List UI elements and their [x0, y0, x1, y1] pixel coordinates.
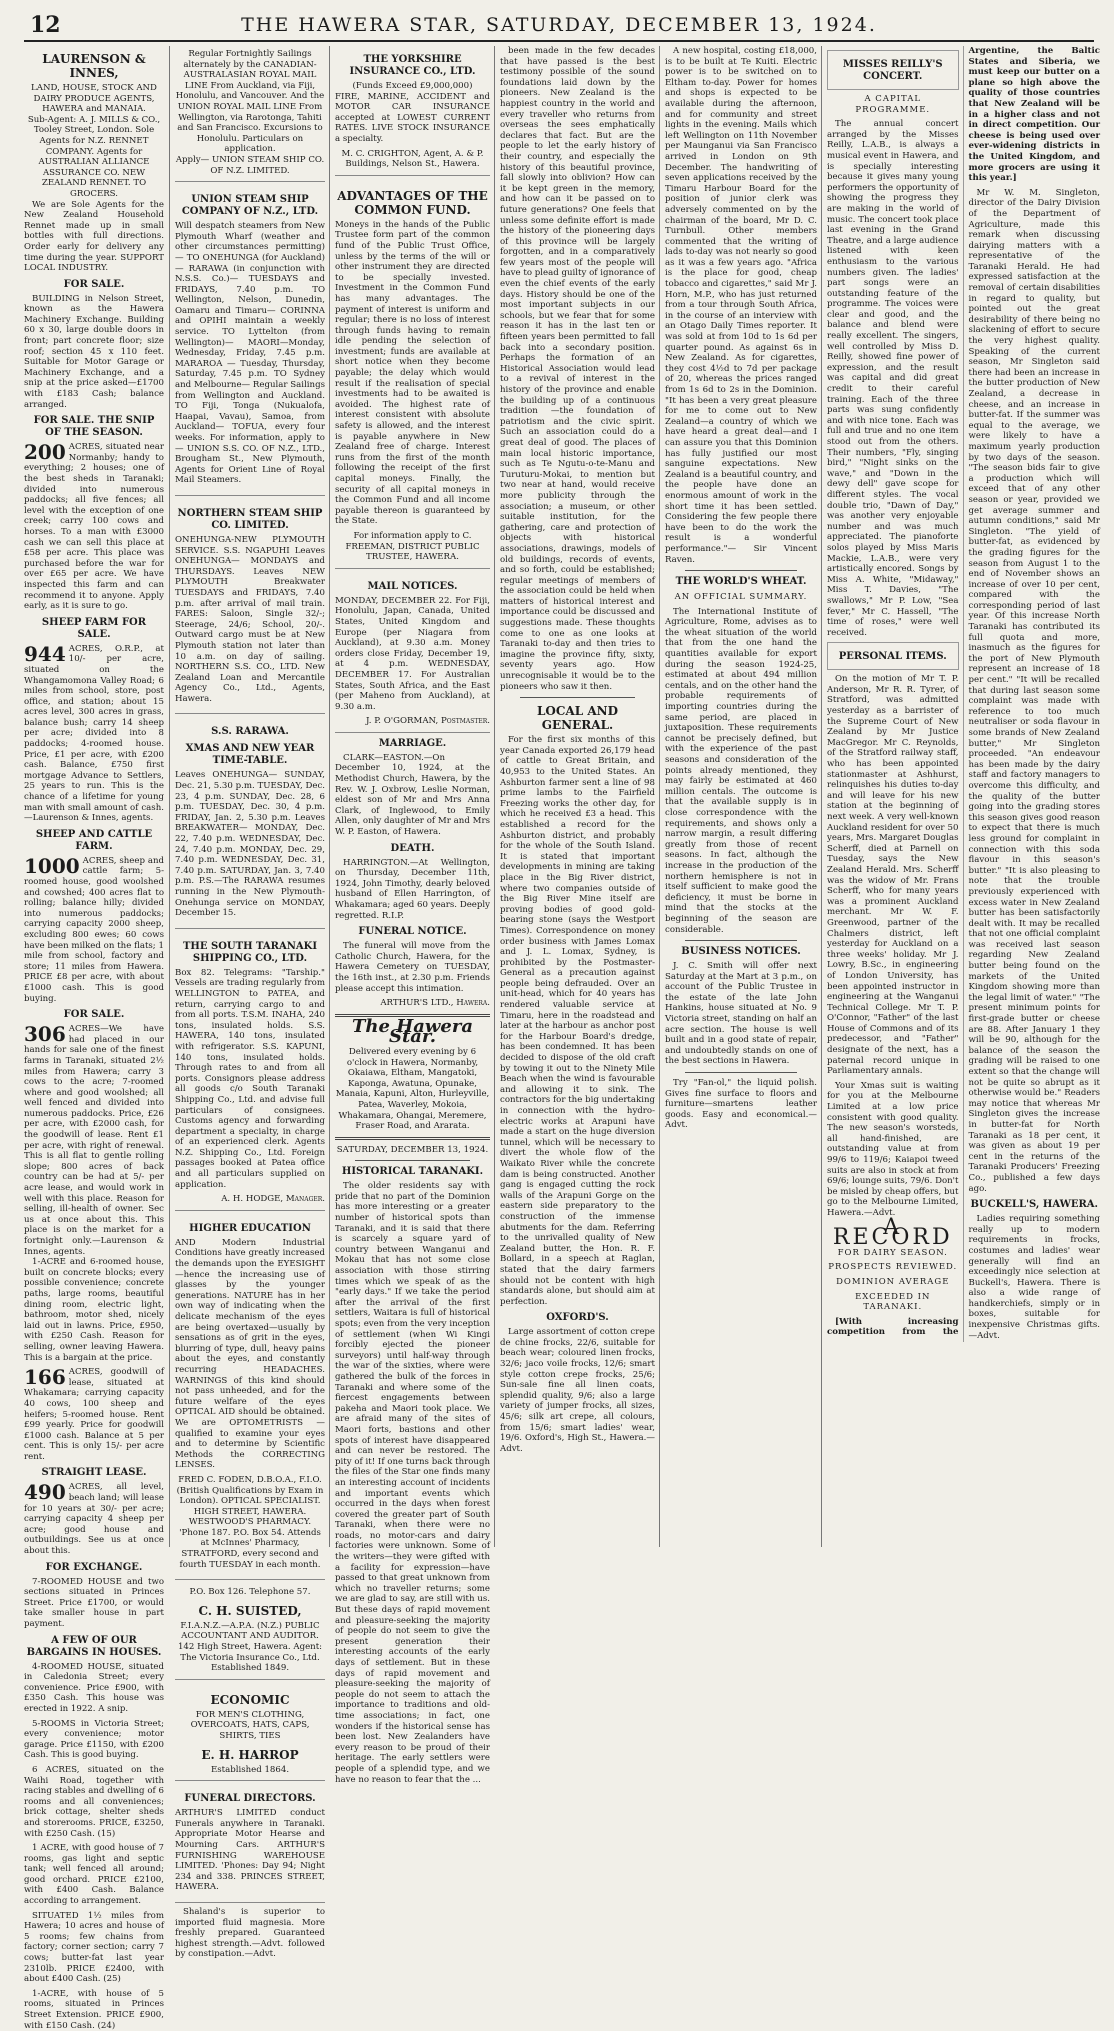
oxfords-heading: OXFORD'S.	[546, 1312, 609, 1324]
editorial-continued: been made in the few decades that have passed is the best testimony possible of the sound foundations laid down by the pioneers. New Zealand is the happiest country in the world and every traveller who returns from overseas the sees emphatically declares that fact. But are the people to let the early history of their country, and especially the history of this beautiful province, fall slowly into oblivion? How can it be kept green in the memory, and how can it be passed on to future generations? One feels that unless some definite effort is made the history of the pioneering days of this province will be largely forgotten, and in a comparatively few years most of the people will have to plead guilty of ignorance of even the chief events of the early days. History should be one of the most important subjects in our schools, but we fear that for some reason it has in the last ten or fifteen years been permitted to fall back into a secondary position. Perhaps the formation of an Historical Association would lead to a revival of interest in the history of the province and enable the building up of a continuous tradition —the foundation of patriotism and the civic spirit. Such an association could do a great deal of good. The places of main local historic importance, such as Te Ngutu-o-te-Manu and Turuturu-Mokai, to mention but two near at hand, would receive more publicity through the association; a museum, or other suitable institution, for the gathering, care and protection of objects with historical associations, drawings, models of old buildings, records of events, and so forth, could be established; regular meetings of members of the association could be held when matters of historical interest and importance could be discussed and suggestions made. These thoughts come to one as one looks at Taranaki to-day and then tries to imagine the province fifty, sixty, seventy years ago. How unrecognisable it would be to the pioneers who saw it then.	[500, 46, 655, 692]
business-heading: BUSINESS NOTICES.	[681, 946, 801, 958]
editorial-body: The older residents say with pride that no part of the Dominion has more interesting or a greater number of historical spots than Taranaki, and it is said that there is scarcely a square yard of country between Wanganui and Mokau that has not some close association with those stirring times which we speak of as the "early days." If we take the period after the arrival of the first settlers, Waitara is full of historical spots; even from the very inception of settlement (when Wi Kingi forcibly ejected the pioneer surveyors) until half-way through the war of the sixties, where were gathered the bulk of the forces in Taranaki and where some of the fiercest engagements between pakeha and Maori took place. We are afraid many of the sites of Maori forts, bastions and other spots of interest have disappeared and can never be restored. The pity of it! If one turns back through the files of the Star one finds many an interesting account of incidents and important events which occurred in the days when forest covered the greater part of South Taranaki, when there were no roads, no motor-cars and dairy factories were unknown. Some of the writers—they were gifted with a facility for expression—have passed to that great unknown from which no traveller returns; some we are glad to say, are still with us. But these days of rapid movement and pleasure-seeking the majority of people do not seem to give the present generation their interesting accounts of the early days of settlement. But in these days of rapid movement and pleasure-seeking the majority of people do not seem to attach the importance to traditions and old-time associations; in fact, one wonders if the historical sense has been lost. New Zealanders have every reason to be proud of their heritage. The early settlers were people of a splendid type, and we have no reason to fear that the ...	[335, 1181, 490, 1785]
clothing-ad: ECONOMIC FOR MEN'S CLOTHING, OVERCOATS, HATS, CAPS, SHIRTS, TIES E. H. HARROP Established 1864.	[175, 1684, 325, 1781]
column-5	[659, 46, 822, 1547]
listing-number: 166	[24, 1365, 66, 1390]
ad-heading: C. H. SUISTED,	[198, 1603, 302, 1618]
record-lead: [With increasing competition from the Argentine, the Baltic States and Siberia, we must keep our butter on a plane so high above the quality of those countries that New Zealand will be in a higher class and not in direct competition. Our cheese is being used over ever-widening districts in the United Kingdom, and more grocers are using it this year.]	[827, 46, 1100, 1338]
section-heading: FUNERAL NOTICE.	[358, 926, 467, 938]
listing-house: 1-ACRE, with house of 5 rooms, situated in Princes Street Extension. PRICE £900, with £150 Cash. (24)	[24, 1988, 164, 2031]
issue-date: SATURDAY, DECEMBER 13, 1924.	[336, 1144, 489, 1155]
listing-number: 306	[24, 1022, 66, 1047]
section-heading: MAIL NOTICES.	[367, 580, 458, 592]
listing-house: 6 ACRES, situated on the Waihi Road, together with racing stables and dwelling of 6 rooms and all conveniences; brick cottage, shelter sheds and storerooms. PRICE, £3250, with £250 Cash. (15)	[24, 1764, 164, 1839]
ad-heading: S.S. RARAWA.	[211, 726, 289, 738]
listing-number: 1000	[24, 853, 80, 878]
ad-heading: UNION STEAM SHIP COMPANY OF N.Z., LTD.	[181, 194, 319, 218]
listing-306: 306 ACRES—We have had placed in our hands for sale one of the finest farms in Taranaki, situated 2½ miles from Hawera; carry 3 cows to the acre; 7-roomed where and good woolshed; all well fenced and divided into numerous paddocks. Price, £26 per acre, with £2000 cash, for the goodwill of lease. Rent £1 per acre, with right of renewal. This is all flat to gentle rolling slope; 800 acres of back country can be had at 5/- per acre lease, and would work in well with this place. Reason for selling, ill-health of owner. Sec us at once about this. This place is on the market for a fortnight only.—Laurenson & Innes, agents.	[24, 1022, 164, 1257]
column-6	[821, 46, 1105, 1547]
wheat-heading: THE WORLD'S WHEAT.	[675, 576, 807, 588]
union-steam-ship-ad: UNION STEAM SHIP COMPANY OF N.Z., LTD. Will despatch steamers from New Plymouth Wharf (weather and other circumstances permitting)— TO ONEHUNGA (for Auckland)— RARAWA (in conjunction with N.S.S. Co.)— TUESDAYS and FRIDAYS, 7.40 p.m. TO Wellington, Nelson, Dunedin, Oamaru and Timaru— CORINNA and OPIHI maintain a weekly service. TO Lyttelton (from Wellington)— MAORI—Monday, Wednesday, Friday, 7.45 p.m. MARAROA — Tuesday, Thursday, Saturday, 7.45 p.m. TO Sydney and Melbourne— Regular Sailings from Wellington and Auckland. TO Fiji, Tonga (Nukualofa, Haapai, Vavau), Samoa, from Auckland— TOFUA, every four weeks. For information, apply to— UNION S.S. CO. OF N.Z., LTD., Brougham St., New Plymouth, Agents for Orient Line of Royal Mail Steamers.	[175, 186, 325, 496]
wheat-body: The International Institute of Agriculture, Rome, advises as to the wheat situation of the world that from the one hand the quantities available for export during the season 1924-25, estimated at about 494 million centals, and on the other hand the probable requirements of importing countries during the same period, are placed in juxtaposition. These requirements cannot be precisely defined, but with the experience of the past seasons and consideration of the points already mentioned, they may fairly be estimated at 460 million centals. The outcome is that the available supply is in close correspondence with the requirements, and shows only a narrow margin, a result differing greatly from those of recent seasons. In fact, although the increase in the production of the northern hemisphere is not in itself sufficient to make good the deficiency, it must be borne in mind that the stocks at the beginning of the season are considerable.	[665, 606, 817, 935]
editorial-heading: HISTORICAL TARANAKI.	[341, 1166, 484, 1178]
optical-ad: HIGHER EDUCATION AND Modern Industrial Conditions have greatly increased the demands upon the EYESIGHT—hence the increasing use of glasses by the younger generations. NATURE has in her own way of indicating when the delicate mechanism of the eyes are being overtaxed—usually by sensations as of grit in the eyes, blurring of type, dull, heavy pains about the eyes, and constantly recurring HEADACHES. WARNINGS of this kind should not pass unheeded, and for the future welfare of the eyes OPTICAL AID should be obtained. We are OPTOMETRISTS —qualified to examine your eyes and to determine by Scientific Methods the CORRECTING LENSES. FRED C. FODEN, D.B.O.A., F.I.O. (British Qualifications by Exam in London). OPTICAL SPECIALIST. HIGH STREET, HAWERA. WESTWOOD'S PHARMACY. 'Phone 187. P.O. Box 54. Attends at McInnes' Pharmacy, STRATFORD, every second and fourth TUESDAY in each month.	[175, 1215, 325, 1580]
personal-heading: PERSONAL ITEMS.	[838, 651, 947, 663]
death-notice: HARRINGTON.—At Wellington, on Thursday, December 11th, 1924, John Timothy, dearly beloved husband of Ellen Harrington, of Whakamara; aged 60 years. Deeply regretted. R.I.P.	[335, 857, 490, 921]
delivery-notice: Delivered every evening by 6 o'clock in Hawera, Normanby, Okaiawa, Eltham, Mangatoki, Kaponga, Awatuna, Opunake, Manaia, Kapuni, Alton, Hurleyville, Patea, Waverley, Mokoia, Whakamara, Ohangai, Meremere, Fraser Road, and Ararata.	[335, 1046, 490, 1132]
south-taranaki-shipping-ad: THE SOUTH TARANAKI SHIPPING CO., LTD. Box 82. Telegrams: "Tarship." Vessels are trading regularly from WELLINGTON to PATEA, and return, carrying cargo to and from all ports. T.S.M. INAHA, 240 tons, insulated holds. S.S. HAWERA, 140 tons, insulated with refrigerator. S.S. KAPUNI, 140 tons, insulated holds. Through rates to and from all ports. Consignors please address all goods c/o South Taranaki Shipping Co., Ltd. and advise full particulars of consignees. Customs agency and forwarding department a specialty, in charge of an experienced clerk. Agents N.Z. Shipping Co., Ltd. Foreign passages booked at Patea office and all particulars supplied on application. A. H. HODGE, Manager.	[175, 933, 325, 1211]
listing-building: BUILDING in Nelson Street, known as the Hawera Machinery Exchange. Building 60 x 30, large double doors in front; part concrete floor; size roof; section 45 x 110 feet. Suitable for Motor Garage or Machinery Exchange, and a snip at the price asked—£1700 with £183 Cash; balance arranged.	[24, 293, 164, 410]
ad-heading: THE SOUTH TARANAKI SHIPPING CO., LTD.	[182, 940, 317, 964]
divider	[685, 1072, 797, 1073]
mail-notices: MAIL NOTICES. MONDAY, DECEMBER 22. For Fiji, Honolulu, Japan, Canada, United States, United Kingdom and Europe (per Niagara from Auckland), at 9.30 a.m. Money orders close Friday, December 19, at 4 p.m. WEDNESDAY, DECEMBER 17. For Australian States, South Africa, and the East (per Maheno from Auckland), at 9.30 a.m. J. P. O'GORMAN, Postmaster.	[335, 573, 490, 733]
section-heading: MARRIAGE.	[378, 737, 447, 749]
exchange-heading: FOR EXCHANGE.	[45, 1561, 143, 1573]
funeral-directors-ad: FUNERAL DIRECTORS. ARTHUR'S LIMITED conduct Funerals anywhere in Taranaki. Appropriate Motor Hearse and Mourning Cars. ARTHUR'S FURNISHING WAREHOUSE LIMITED. 'Phones: Day 94; Night 234 and 338. PRINCES STREET, HAWERA.	[175, 1785, 325, 1903]
wheat-subheading: AN OFFICIAL SUMMARY.	[674, 592, 808, 603]
concert-subheading: A CAPITAL PROGRAMME.	[855, 94, 931, 115]
divider	[685, 570, 797, 571]
listing-house: SITUATED 1½ miles from Hawera; 10 acres and house of 5 rooms; few chains from factory; corner section; carry 7 cows; butter-fat last year 2310lb. PRICE £2400, with about £400 Cash. (25)	[24, 1910, 164, 1985]
for-sale-heading: FOR SALE.	[63, 1009, 125, 1021]
buckells-heading: BUCKELL'S, HAWERA.	[970, 1199, 1098, 1211]
firm-name: LAURENSON & INNES,	[42, 52, 146, 80]
straight-lease-heading: STRAIGHT LEASE.	[41, 1467, 147, 1479]
mail-line-ad: Regular Fortnightly Sailings alternately by the CANADIAN-AUSTRALASIAN ROYAL MAIL LINE From Auckland, via Fiji, Honolulu, and Vancouver. And the UNION ROYAL MAIL LINE From Wellington, via Rarotonga, Tahiti and San Francisco. Excursions to Honolulu. Particulars on application. Apply— UNION STEAM SHIP CO. OF N.Z. LIMITED.	[175, 46, 325, 182]
listing-7-room: 7-ROOMED HOUSE and two sections situated in Princes Street. Price £1700, or would take smaller house in part payment.	[24, 1576, 164, 1629]
record-subheading: FOR DAIRY SEASON.	[837, 1247, 948, 1258]
listing-house: 1 ACRE, with good house of 7 rooms, gas light and septic tank; well fenced all around; good orchard. PRICE £2100, with £400 Cash. Balance according to arrangement.	[24, 1843, 164, 1907]
column-3: THE YORKSHIRE INSURANCE CO., LTD. (Funds Exceed £9,000,000) FIRE, MARINE, ACCIDENT and MOTOR CAR INSURANCE accepted at LOWEST CURRENT RATES. LIVE STOCK INSURANCE a specialty. M. C. CRIGHTON, Agent, A. & P. Buildings, Nelson St., Hawera. ADVANTAGES OF THE COMMON FUND. Moneys in the hands of the Public Trustee form part of the common fund of the Public Trust Office, unless by the terms of the will or other instrument they are directed to be specially invested. Investment in the Common Fund has many advantages. The payment of interest is uniform and regular; there is no loss of interest through funds having to remain idle pending the selection of investment; funds are available at short notice when they become payable; the delay which would result if the realisation of special investments had to be awaited is avoided. The highest rate of interest consistent with absolute safety is allowed, and the interest is payable anywhere in New Zealand free of charge. Interest runs from the first of the month following the receipt of the first capital moneys. Finally, the security of all capital moneys in the Common Fund and all income payable thereon is guaranteed by the State. For information apply to C. FREEMAN, DISTRICT PUBLIC TRUSTEE, HAWERA. MAIL NOTICES. MONDAY, DECEMBER 22. For Fiji, Honolulu, Japan, Canada, United States, United Kingdom and Europe (per Niagara from Auckland), at 9.30 a.m. Money orders close Friday, December 19, at 4 p.m. WEDNESDAY, DECEMBER 17. For Australian States, South Africa, and the East (per Maheno from Auckland), at 9.30 a.m. J. P. O'GORMAN, Postmaster. MARRIAGE. CLARK—EASTON.—On December 10, 1924, at the Methodist Church, Hawera, by the Rev. W. J. Oxbrow, Leslie Norman, eldest son of Mr and Mrs Anna Clark, of Inglewood, to Emily Allen, only daughter of Mr and Mrs W. P. Easton, of Hawera. DEATH. HARRINGTON.—At Wellington, on Thursday, December 11th, 1924, John Timothy, dearly beloved husband of Ellen Harrington, of Whakamara; aged 60 years. Deeply regretted. R.I.P. FUNERAL NOTICE. The funeral will move from the Catholic Church, Hawera, for the Hawera Cemetery on TUESDAY, the 16th inst., at 2.30 p.m. Friends please accept this intimation. ARTHUR'S LTD., Hawera. The Hawera Star. Delivered every evening by 6 o'clock in Hawera, Normanby, Okaiawa, Eltham, Mangatoki, Kaponga, Awatuna, Opunake, Manaia, Kapuni, Alton, Hurleyville, Patea, Waverley, Mokoia, Whakamara, Ohangai, Meremere, Fraser Road, and Ararata. SATURDAY, DECEMBER 13, 1924. HISTORICAL TARANAKI. The older residents say with pride that no part of the Dominion has more interesting or a greater number of historical spots than Taranaki, and it is said that there is scarcely a square yard of country between Wanganui and Mokau that has not some close association with those stirring times which we speak of as the "early days." If we take the period after the arrival of the first settlers, Waitara is full of historical spots; even from the very inception of settlement (when Wi Kingi forcibly ejected the pioneer surveyors) until half-way through the war of the sixties, where were gathered the bulk of the forces in Taranaki and where some of the fiercest engagements between pakeha and Maori took place. We are afraid many of the sites of Maori forts, bastions and other spots of interest have disappeared and can never be restored. The pity of it! If one turns back through the files of the Star one finds many an interesting account of incidents and important events which occurred in the days when forest covered the greater part of South Taranaki, when there were no roads, no motor-cars and dairy factories were unknown. Some of the writers—they were gifted with a facility for expression—have passed to that great unknown from which no traveller returns; some we are glad to say, are still with us. But these days of rapid movement and pleasure-seeking the majority of people do not seem to give the present generation their interesting accounts of the early days of settlement. But in these days of rapid movement and pleasure-seeking the majority of people do not seem to attach the importance to traditions and old-time associations; in fact, one wonders if the historical sense has been lost. New Zealanders have every reason to be proud of their heritage. The early settlers were people of a splendid type, and we have no reason to fear that the ...	[329, 46, 495, 1547]
listing-944: 944 ACRES, O.R.P., at 10/- per acre, situated on the Whangamomona Valley Road; 6 miles from school, store, post office, and station; about 15 acres level, 300 acres in grass, balance bush; carry 14 sheep per acre; divided into 8 paddocks; 4-roomed house. Price, £1 per acre, with £200 cash. Balance, £750 first mortgage Advance to Settlers, 25 years to run. This is the chance of a lifetime for young man with small amount of cash.—Laurenson & Innes, agents.	[24, 641, 164, 824]
listing-number: 490	[24, 1480, 66, 1505]
marriage-notice: CLARK—EASTON.—On December 10, 1924, at the Methodist Church, Hawera, by the Rev. W. J. Oxbrow, Leslie Norman, eldest son of Mr and Mrs Anna Clark, of Inglewood, to Emily Allen, only daughter of Mr and Mrs W. P. Easton, of Hawera.	[335, 752, 490, 838]
record-subheading: DOMINION AVERAGE	[836, 1276, 950, 1287]
melbourne-ad: Your Xmas suit is waiting for you at the Melbourne Limited at a low price consistent with good quality. The new season's worsteds, all hand-finished, are outstanding value at from 99/6 to 119/6; Kaiapoi tweed suits are also in stock at from 69/6; lounge suits, 79/6. Don't be misled by cheap offers, but go to the Melbourne Limited, Hawera.—Advt.	[827, 1080, 959, 1218]
funeral-notice: The funeral will move from the Catholic Church, Hawera, for the Hawera Cemetery on TUESDAY, the 16th inst., at 2.30 p.m. Friends please accept this intimation.	[335, 941, 490, 994]
divider	[520, 697, 635, 698]
listing-number: 944	[24, 641, 66, 666]
magnesia-ad: Shaland's is superior to imported fluid magnesia. More freshly prepared. Guaranteed highest strength.—Advt. followed by constipation.—Advt.	[175, 1906, 325, 1960]
record-body: Mr W. M. Singleton, director of the Dairy Division of the Department of Agriculture, made this remark when discussing dairying matters with a representative of the Taranaki Herald. He had expressed satisfaction at the removal of certain disabilities in regard to quality, but pointed out the great desirability of there being no slackening of effort to secure the very highest quality. Speaking of the current season, Mr Singleton said there had been an increase in the butter production of New Zealand, a decrease in cheese, and an increase in butter-fat. If the summer was equal to the average, we were likely to have a maximum yearly production by two days of the season. "The season bids fair to give a production which will exceed that of any other season or year, provided we get average summer and autumn conditions," said Mr Singleton. "The yield of butter-fat, as evidenced by the grading figures for the season from August 1 to the end of November shows an increase of over 10 per cent, compared with the corresponding period of last year. Of this increase North Taranaki has contributed its full quota and more, inasmuch as the figures for the port of New Plymouth represent an increase of 18 per cent." "It will be recalled that during last season some complaint was made with reference to too much neutraliser or soda flavour in some brands of New Zealand butter," Mr Singleton proceeded. "An endeavour has been made by the dairy staff and factory managers to overcome this difficulty, and the quality of the butter going into the grading stores this season gives good reason to expect that there is much less ground for complaint in connection with this soda flavour in this season's butter." "It is also pleasing to note that the trouble previously experienced with excess water in New Zealand butter has been satisfactorily dealt with. It may be recalled that not one official complaint was received last season regarding New Zealand butter being found on the markets of the United Kingdom showing more than the legal limit of water." "The present minimum points for first-grade butter or cheese are 88. After January 1 they will be 90, although for the balance of the season the grading will be raised to one extent so that the change will not be quite so abrupt as it otherwise would be." Readers may notice that whereas Mr Singleton gives the increase in butter-fat for North Taranaki as 18 per cent, it was given as about 19 per cent in the returns of the Taranaki Producers' Freezing Co., published a few days ago.	[968, 187, 1100, 1194]
sheep-farm-heading: SHEEP FARM FOR SALE.	[41, 616, 147, 640]
page-number: 12	[30, 12, 61, 38]
concert-heading: MISSES REILLY'S CONCERT.	[842, 59, 943, 82]
rarawa-timetable: S.S. RARAWA. XMAS AND NEW YEAR TIME-TABLE. Leaves ONEHUNGA— SUNDAY, Dec. 21, 5.30 p.m. TUESDAY, Dec. 23, 4 p.m. SUNDAY, Dec. 28, 6 p.m. TUESDAY, Dec. 30, 4 p.m. FRIDAY, Jan. 2, 5.30 p.m. Leaves BREAKWATER— MONDAY, Dec. 22, 7.40 p.m. WEDNESDAY, Dec. 24, 7.40 p.m. MONDAY, Dec. 29, 7.40 p.m. WEDNESDAY, Dec. 31, 7.40 p.m. SATURDAY, Jan. 3, 7.40 p.m. P.S.—The RARAWA resumes running in the New Plymouth-Onehunga service on MONDAY, December 15.	[175, 718, 325, 928]
for-sale-heading: FOR SALE. THE SNIP OF THE SEASON.	[33, 415, 155, 439]
local-general-continued: A new hospital, costing £18,000, is to be built at Te Kuiti. Electric power is to be switched on to Eltham to-day. Power for homes and shops is expected to be available during the afternoon, and for community and street lights in the evening. Mails which left Wellington on 11th November per Maunganui via San Francisco arrived in London on 9th December. The handwriting of seven applications received by the Timaru Harbour Board for the position of junior clerk was adversely commented on by the chairman of the board, Mr D. C. Turnbull. Other members commented that the writing of lads to-day was not nearly so good as it was a few years ago. "Africa is the place for good, cheap tobacco and cigarettes," said Mr J. Horn, M.P., who has just returned from a tour through South Africa, in the course of an interview with an Otago Daily Times reporter. It was sold at from 10d to 1s 6d per quarter pound. As against 6s in New Zealand. As for cigarettes, they cost 4½d to 7d per package of 20, whereas the prices ranged from 1s 6d to 2s in the Dominion. "It has been a very great pleasure for me to come out to New Zealand—a country of which we have heard a great deal—and I can assure you that this Dominion has fully justified our most sanguine expectations. New Zealand is a beautiful country, and the people have done an enormous amount of work in the short time it has been settled. Considering the few people there have been to do the work the result is a wonderful performance."— Sir Vincent Raven.	[665, 46, 817, 565]
column-4	[494, 46, 660, 1547]
bargains-heading: A FEW OF OUR BARGAINS IN HOUSES.	[26, 1634, 162, 1658]
masthead	[24, 10, 1094, 42]
ad-heading: ECONOMIC	[210, 1692, 290, 1707]
record-headline: A RECORD	[832, 1214, 953, 1251]
listing-1-acre: 1-ACRE and 6-roomed house, built on concrete blocks; every possible convenience; concrete paths, large rooms, beautiful dining room, electric light, bathroom, motor shed, nicely laid out in lawns. Price, £950, with £250 Cash. Reason for selling, owner leaving Hawera. This is a bargain at the price.	[24, 1257, 164, 1363]
business-body: J. C. Smith will offer next Saturday at the Mart at 3 p.m., on account of the Public Trustee in the estate of the late John Hankins, house situated at No. 9 Victoria street, standing on half an acre section. The house is well built and in a good state of repair, and undoubtedly stands on one of the best sections in Hawera.	[665, 961, 817, 1067]
for-sale-heading: FOR SALE.	[63, 278, 125, 290]
listing-490: 490 ACRES, all level, beach land; will lease for 10 years at 30/- per acre; carrying capacity 4 sheep per acre; good house and outbuildings. See us at once about this.	[24, 1480, 164, 1557]
ad-heading: ADVANTAGES OF THE COMMON FUND.	[337, 188, 488, 217]
firm-agents: Sub-Agent: A. J. MILLS & CO., Tooley Street, London. Sole Agents for N.Z. RENNET COMPANY. Agents for AUSTRALIAN ALLIANCE ASSURANCE CO. NEW ZEALAND RENNET. TO GROCERS.	[27, 114, 161, 199]
listing-1000: 1000 ACRES, sheep and cattle farm; 5-roomed house, good woolshed and cowshed; 400 acres flat to rolling; balance hilly; divided into numerous paddocks; carrying capacity 2000 sheep, excluding 800 ewes; 60 cows have been milked on the flats; 1 mile from school, factory and store; 11 miles from Hawera. PRICE £8 per acre, with about £1000 cash. This is good buying.	[24, 853, 164, 1004]
common-fund-ad: ADVANTAGES OF THE COMMON FUND. Moneys in the hands of the Public Trustee form part of the common fund of the Public Trust Office, unless by the terms of the will or other instrument they are directed to be specially invested. Investment in the Common Fund has many advantages. The payment of interest is uniform and regular; there is no loss of interest through funds having to remain idle pending the selection of investment; funds are available at short notice when they become payable; the delay which would result if the realisation of special investments had to be awaited is avoided. The highest rate of interest consistent with absolute safety is allowed, and the interest is payable anywhere in New Zealand free of charge. Interest runs from the first of the month following the receipt of the first capital moneys. Finally, the security of all capital moneys in the Common Fund and all income payable thereon is guaranteed by the State. For information apply to C. FREEMAN, DISTRICT PUBLIC TRUSTEE, HAWERA.	[335, 180, 490, 569]
personal-body: On the motion of Mr T. P. Anderson, Mr R. R. Tyrer, of Stratford, was admitted yesterday as a barrister of the Supreme Court of New Zealand by Mr Justice MacGregor. Mr C. Reynolds, of the Stratford railway staff, who has been appointed stationmaster at Ashhurst, relinquishes his duties to-day and will leave for his new station at the beginning of next week. A very well-known Auckland resident for over 50 years, Mrs. Margaret Douglas Scherff, died at Parnell on Tuesday, says the New Zealand Herald. Mrs. Scherff was the widow of Mr. Frans Scherff, who for many years was a prominent Auckland merchant. Mr W. F. Greenwood, partner of the Chalmers district, left yesterday for Auckland on a three weeks' holiday. Mr J. Lowry, B.Sc., in engineering of London University, has been appointed instructor in engineering at the Wanganui Technical College. Mr T. P. O'Connor, "Father" of the last House of Commons and of its predecessor, and "Father" designate of the next, has a paternal record unique in Parliamentary annals.	[827, 674, 959, 1077]
column-1	[24, 46, 169, 2031]
buckells-ad: Ladies requiring something really up to modern requirements in frocks, costumes and ladies' wear generally will find an exceedingly nice selection at Buckell's, Hawera. There is also a wide range of handkerchiefs, simply or in boxes, suitable for inexpensive Christmas gifts.—Advt.	[968, 1214, 1100, 1341]
concert-body: The annual concert arranged by the Misses Reilly, L.A.B., is always a musical event in Hawera, and is specially interesting because it gives many young performers the opportunity of showing the progress they are making in the world of music. The concert took place last evening in the Grand Theatre, and a large audience listened with keen enthusiasm to the various numbers given. The ladies' part songs were an outstanding feature of the programme. The voices were clear and good, and the balance and blend were really excellent. The singers, well controlled by Miss D. Reilly, showed fine power of expression, and the result was capital and did great credit to their careful training. Each of the three parts was sung confidently and with nice tone. Each was full and true and no one item stood out from the others. Their numbers, "Fly, singing bird," "Night sinks on the wave," and "Down in the dewy dell" gave scope for different styles. The vocal double trio, "Dawn of Day," was another very enjoyable number and was much appreciated. The pianoforte solos played by Miss Maris Mackie, L.A.B., were very artistically encored. Songs by Miss A. White, "Midaway," Miss T. Davies, "The swallows," Mr P. Low, "Sea fever," Mr C. Hassell, "The time of roses," were well received.	[827, 119, 959, 638]
two-column-section	[827, 46, 1100, 1342]
firm-subtitle: LAND, HOUSE, STOCK AND DAIRY PRODUCE AGENTS, HAWERA and MANAIA.	[31, 83, 157, 115]
local-general-heading: LOCAL AND GENERAL.	[536, 704, 619, 733]
ad-heading: HIGHER EDUCATION	[189, 1222, 311, 1234]
oxfords-ad: Large assortment of cotton crepe de chine frocks, 22/6, suitable for beach wear; coloured linen frocks, 32/6; jaco voile frocks, 12/6; smart style cotton crepe frocks, 25/6; Sun-sale fine all linen coats, splendid quality, 9/6; also a large variety of jumper frocks, all sizes, 45/6; silk art crepe, all colours, from 15/6; smart ladies' wear, 19/6. Oxford's, High St., Hawera.—Advt.	[500, 1327, 655, 1454]
northern-steam-ship-ad: NORTHERN STEAM SHIP CO. LIMITED. ONEHUNGA-NEW PLYMOUTH SERVICE. S.S. NGAPUHI Leaves ONEHUNGA— MONDAYS and THURSDAYS. Leaves NEW PLYMOUTH Breakwater TUESDAYS and FRIDAYS, 7.40 p.m. after arrival of mail train. FARES: Saloon, Single 32/-; Steerage, 24/6; School, 20/-. Outward cargo must be at New Plymouth station not later than 10 a.m. on day of sailing. NORTHERN S.S. CO., LTD. New Zealand Loan and Mercantile Agency Co., Ltd., Agents, Hawera.	[175, 500, 325, 715]
listing-200: 200 ACRES, situated near Normanby; handy to everything; 2 houses; one of the best sheds in Taranaki; divided into numerous paddocks; all five fences; all level with the exception of one creek; carry 100 cows and horses. To a man with £3000 cash we can sell this place at £58 per acre. This place was purchased before the war for over £65 per acre. We have inspected this farm and can recommend it to anyone. Apply early, as it is sure to go.	[24, 440, 164, 612]
insurance-ad: THE YORKSHIRE INSURANCE CO., LTD. (Funds Exceed £9,000,000) FIRE, MARINE, ACCIDENT and MOTOR CAR INSURANCE accepted at LOWEST CURRENT RATES. LIVE STOCK INSURANCE a specialty. M. C. CRIGHTON, Agent, A. & P. Buildings, Nelson St., Hawera.	[335, 46, 490, 176]
cattle-farm-heading: SHEEP AND CATTLE FARM.	[35, 828, 153, 852]
listing-166: 166 ACRES, goodwill of lease, situated at Whakamara; carrying capacity 40 cows, 100 sheep and heifers; 5-roomed house. Rent £99 yearly. Price for goodwill £1000 cash. Balance at 5 per cent. This is only 15/- per acre rent.	[24, 1365, 164, 1462]
concert-heading-box	[827, 50, 959, 90]
ad-heading: FUNERAL DIRECTORS.	[184, 1793, 316, 1805]
listing-house: 4-ROOMED HOUSE, situated in Caledonia Street; every convenience. Price £900, with £350 Cash. This house was erected in 1922. A snip.	[24, 1661, 164, 1714]
polish-ad: Try "Fan-ol," the liquid polish. Gives fine surface to floors and furniture—smartens leather goods. Easy and economical.—Advt.	[665, 1078, 817, 1131]
local-general-body: For the first six months of this year Canada exported 26,179 head of cattle to Great Britain, and 40,953 to the United States. An Ashburton farmer sent a line of 98 prime lambs to the Fairfield Freezing works the other day, for which he received £3 a head. This established a record for the Ashburton district, and probably for the whole of the South Island. It is stated that important developments in mining are taking place in the Big River district, where two companies outside of the Big River Mine itself are proving bodies of good gold-bearing stone (says the Westport Times). Correspondence on money order business with James Lomax and J. L. Lomax, Sydney, is prohibited by the Postmaster-General as a precaution against people being defrauded. Over an unit-head, which for 40 years has rendered valuable service at Timaru, here in the roadstead and later at the harbour as anchor post for the Harbour Board's dredge, has been condemned. It has been decided to dispose of the old craft by towing it out to the Ninety Mile Beach when the wind is favourable and allowing it to sink. The contractors for the big undertaking in connection with the hydro-electric works at Arapuni have made a start on the huge diversion tunnel, which will be necessary to divert the whole flow of the Waikato River while the concrete dam is being constructed. Another gang is engaged cutting the rock walls of the Arapuni Gorge on the eastern side preparatory to the construction of the immense abutments for the dam. Referring to the unrivalled quality of New Zealand butter, the Hon. R. F. Bollard, in a speech at Raglan, stated that the dairy farmers should not be content with high standards alone, but should aim at perfection.	[500, 735, 655, 1307]
column-2	[169, 46, 330, 1960]
ad-heading: THE YORKSHIRE INSURANCE CO., LTD.	[349, 54, 476, 77]
section-heading: DEATH.	[390, 842, 435, 854]
ad-heading: NORTHERN STEAM SHIP CO. LIMITED.	[177, 507, 323, 531]
record-subheading: PROSPECTS REVIEWED.	[828, 1262, 958, 1273]
page-columns	[24, 46, 1100, 2031]
ad-signature: A. H. HODGE, Manager.	[221, 1194, 325, 1205]
accountant-ad: P.O. Box 126. Telephone 57. C. H. SUISTED, F.I.A.N.Z.—A.P.A. (N.Z.) PUBLIC ACCOUNTANT AND AUDITOR. 142 High Street, Hawera. Agent: The Victoria Insurance Co., Ltd. Established 1849.	[175, 1584, 325, 1680]
ad-subheading: XMAS AND NEW YEAR TIME-TABLE.	[185, 743, 315, 767]
listing-number: 200	[24, 440, 66, 465]
divider	[355, 1160, 470, 1161]
rennet-intro: We are Sole Agents for the New Zealand Household Rennet made up in small bottles with full directions. Order early for delivery any time during the year. SUPPORT LOCAL INDUSTRY.	[24, 199, 164, 274]
personal-heading-box	[827, 642, 959, 670]
divider	[335, 1137, 490, 1140]
divider	[685, 940, 797, 941]
record-subheading: EXCEEDED IN TARANAKI.	[855, 1291, 931, 1313]
paper-nameplate: The Hawera Star.	[352, 1015, 473, 1048]
newspaper-title: THE HAWERA STAR, SATURDAY, DECEMBER 13, 1924.	[241, 14, 877, 36]
listing-house: 5-ROOMS in Victoria Street; every convenience; motor garage. Price £1150, with £200 Cash. This is good buying.	[24, 1718, 164, 1761]
